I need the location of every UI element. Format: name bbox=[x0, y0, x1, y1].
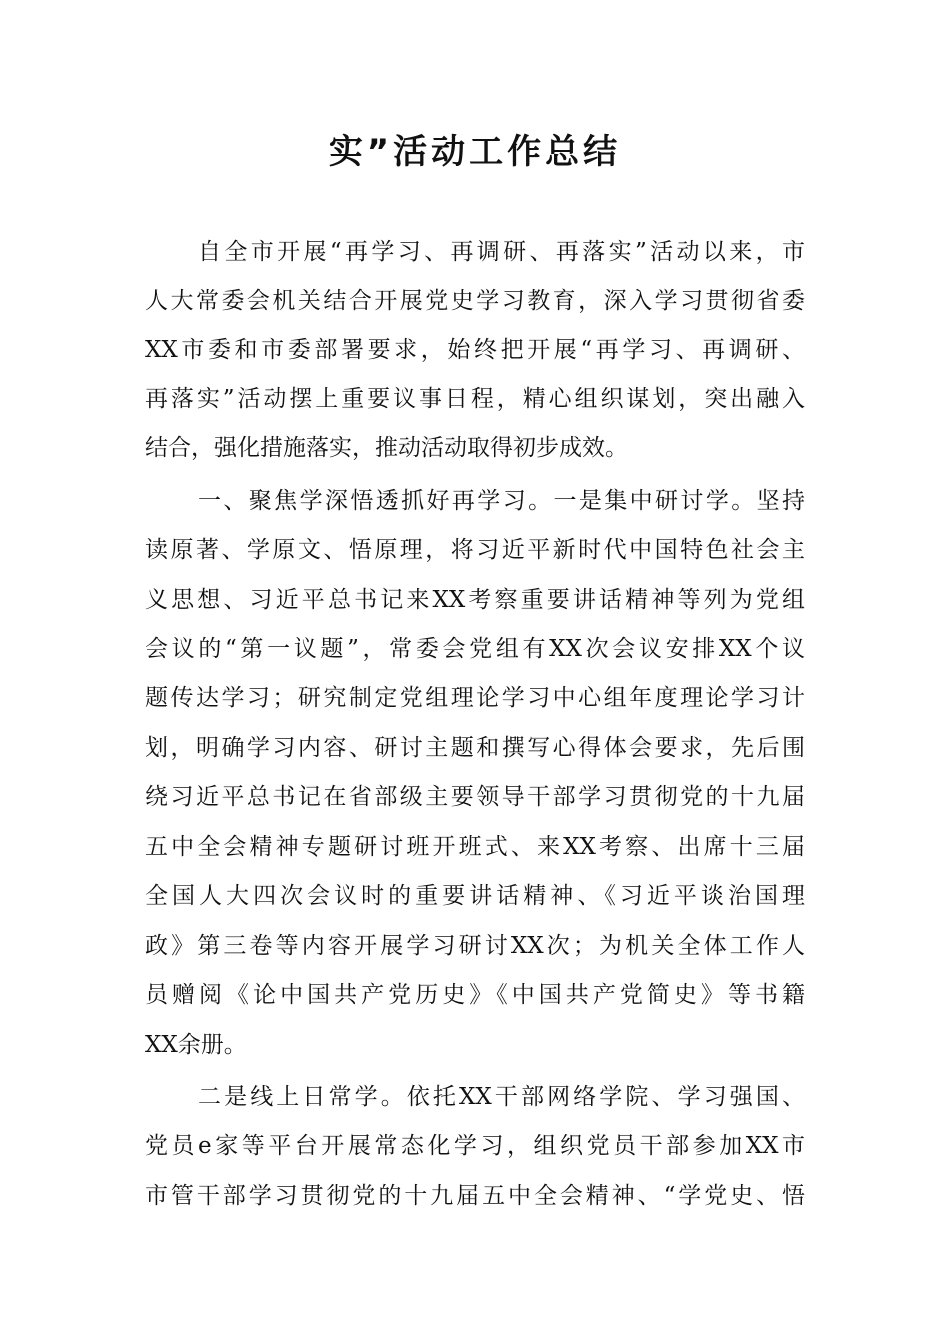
paragraph-line: 绕习近平总书记在省部级主要领导干部学习贯彻党的十九届 bbox=[145, 784, 805, 810]
paragraph-line: 五中全会精神专题研讨班开班式、来XX考察、出席十三届 bbox=[145, 834, 805, 860]
document-title: 实”活动工作总结 bbox=[328, 132, 622, 172]
paragraph-line: 全国人大四次会议时的重要讲话精神、《习近平谈治国理 bbox=[145, 883, 805, 909]
paragraph-line: 一、聚焦学深悟透抓好再学习。一是集中研讨学。坚持 bbox=[198, 488, 805, 514]
paragraph-line: 划，明确学习内容、研讨主题和撰写心得体会要求，先后围 bbox=[145, 735, 805, 761]
paragraph-line: 员赠阅《论中国共产党历史》《中国共产党简史》等书籍 bbox=[145, 982, 805, 1008]
paragraph-line: 二是线上日常学。依托XX干部网络学院、学习强国、 bbox=[198, 1084, 805, 1110]
paragraph-line: 人大常委会机关结合开展党史学习教育，深入学习贯彻省委 bbox=[145, 288, 805, 314]
paragraph-line: 自全市开展“再学习、再调研、再落实”活动以来，市 bbox=[198, 239, 805, 265]
paragraph-line: XX市委和市委部署要求，始终把开展“再学习、再调研、 bbox=[145, 337, 805, 363]
paragraph-line: 读原著、学原文、悟原理，将习近平新时代中国特色社会主 bbox=[145, 537, 805, 563]
paragraph-line: 结合，强化措施落实，推动活动取得初步成效。 bbox=[145, 435, 628, 461]
paragraph-line: 市管干部学习贯彻党的十九届五中全会精神、“学党史、悟 bbox=[145, 1183, 805, 1209]
paragraph-line: 义思想、习近平总书记来XX考察重要讲话精神等列为党组 bbox=[145, 587, 805, 613]
paragraph-line: XX余册。 bbox=[145, 1032, 247, 1058]
paragraph-line: 政》第三卷等内容开展学习研讨XX次；为机关全体工作人 bbox=[145, 933, 805, 959]
paragraph-line: 会议的“第一议题”，常委会党组有XX次会议安排XX个议 bbox=[145, 636, 805, 662]
paragraph-line: 党员e家等平台开展常态化学习，组织党员干部参加XX市 bbox=[145, 1133, 805, 1159]
paragraph-line: 题传达学习；研究制定党组理论学习中心组年度理论学习计 bbox=[145, 685, 805, 711]
paragraph-line: 再落实”活动摆上重要议事日程，精心组织谋划，突出融入 bbox=[145, 386, 805, 412]
